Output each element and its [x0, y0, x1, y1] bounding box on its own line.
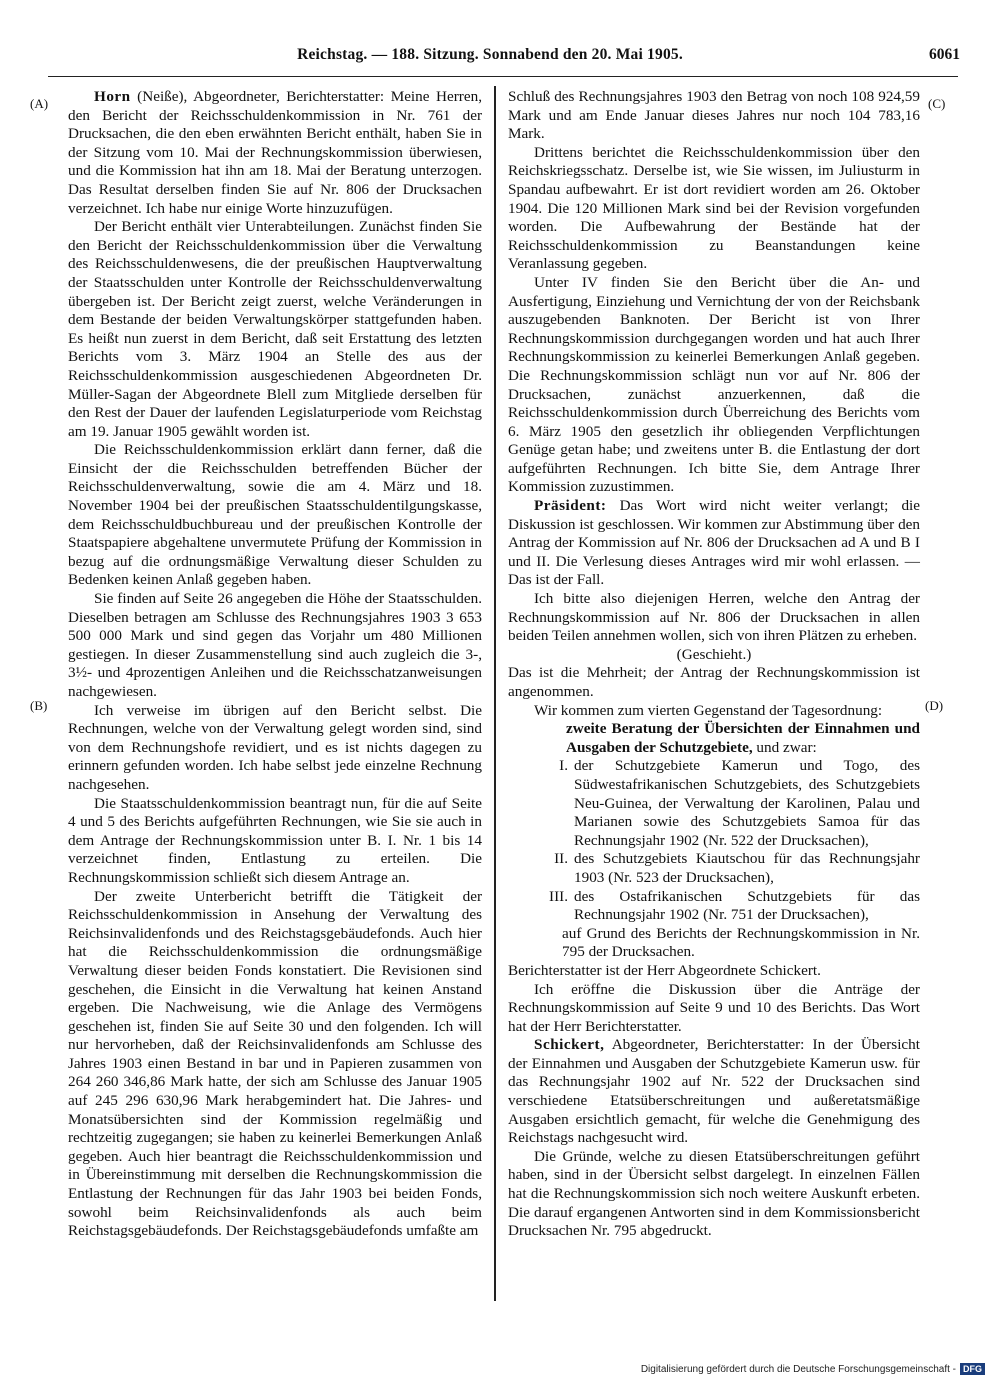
list-item — [508, 850, 920, 887]
page-number: 6061 — [929, 46, 960, 63]
margin-mark-b: (B) — [30, 698, 48, 713]
speaker-name: Horn — [94, 88, 131, 105]
agenda-basis: auf Grund des Berichts der Rechnungskommission in Nr. 795 der Drucksachen. — [562, 924, 920, 961]
list-item-number: III. — [549, 887, 568, 905]
margin-mark-d: (D) — [925, 698, 944, 713]
paragraph: Die Reichsschuldenkommission erklärt dann ferner, daß die Einsicht der die Reichsschulden betreffenden Bücher der Reichsschuldenverwaltung, sowie die am 4. März und 18. November 1904 bei der preußischen Staatsschuldentilgungskasse, dem Reichsschuldbuchbureau und der preußischen Kontrolle der Staatspapiere abgehaltene unvermutete Prüfung der Kommission in bezug auf die ordnungsmäßige Verwaltung dieser Schulden zu Bedenken keinen Anlaß gegeben haben. — [68, 441, 482, 589]
list-item-number: II. — [554, 850, 568, 868]
footer-credit-text: Digitalisierung gefördert durch die Deutsche Forschungsgemeinschaft - — [640, 1363, 956, 1375]
list-item-number: I. — [559, 757, 568, 775]
paragraph: Sie finden auf Seite 26 angegeben die Höhe der Staatsschulden. Dieselben betragen am Schlusse des Rechnungsjahres 1903 3 653 500 000 Mark und sind gegen das Vorjahr um 480 Millionen gestiegen. In dieser Zusammenstellung sind auch zugleich die 3-, 3½- und 4prozentigen Anleihen und die Reichsschatzanweisungen nachgewiesen. — [68, 590, 482, 700]
margin-mark-c: (C) — [928, 96, 946, 111]
paragraph: Die Staatsschuldenkommission beantragt nun, für die auf Seite 4 und 5 des Berichts aufgeführten Rechnungen, wie Sie sie auch in dem Antrage der Rechnungskommission unter B. I. Nr. 1 bis 14 verzeichnet finden, Entlastung zu erteilen. Die Rechnungskommission schließt sich diesem Antrage an. — [68, 794, 482, 886]
speaker-name: Schickert, — [534, 1036, 605, 1054]
paragraph: Ich verweise im übrigen auf den Bericht selbst. Die Rechnungen, welche von der Verwaltung gelegt worden sind, sind von dem Rechnungshofe revidiert, und es ist nichts dagegen zu erinnern gefunden worden. Ich habe selbst jede einzelne Rechnung nachgesehen. — [68, 701, 482, 793]
speaker-name: Präsident: — [534, 497, 607, 515]
agenda-sublist — [508, 757, 920, 924]
agenda-item-title: zweite Beratung der Übersichten der Einnahmen und Ausgaben der Schutzgebiete, und zwar: — [566, 720, 920, 756]
paragraph: Unter IV finden Sie den Bericht über die An- und Ausfertigung, Einziehung und Vernichtung der von der Reichsbank auszugebenden Banknoten. Der Bericht ist von Ihrer Rechnungskommission durchgegangen worden und hat auch Ihrer Rechnungskommission zu keinerlei Bemerkungen Anlaß gegeben. Die Rechnungskommission schlägt nun vor auf Nr. 806 der Drucksachen, zunächst anzuerkennen, daß die Reichsschuldenkommission durch Überreichung des Berichts vom 6. März 1905 den gesetzlich ihr obliegenden Verpflichtungen Genüge getan habe; und zweitens unter B. die Entlastung der dort aufgeführten Rechnungen. Ich bitte Sie, dem Antrage Ihrer Kommission zuzustimmen. — [508, 273, 920, 496]
list-item-text: des Ostafrikanischen Schutzgebiets für das Rechnungsjahr 1902 (Nr. 751 der Drucksachen), — [574, 887, 920, 924]
right-column — [508, 88, 920, 1241]
left-column — [68, 88, 482, 1241]
paragraph: Horn (Neiße), Abgeordneter, Berichterstatter: Meine Herren, den Bericht der Reichsschuldenkommission in Nr. 761 der Drucksachen, die den eben erwähnten Bericht enthält, haben Sie in der Sitzung vom 10. Mai der Rechnungskommission überwiesen, und die Kommission hat ihn am 18. Mai der Beratung unterzogen. Das Resultat derselben finden Sie auf Nr. 806 der Drucksachen verzeichnet. Ich habe nur einige Worte hinzuzufügen. — [68, 88, 482, 217]
list-item — [508, 757, 920, 850]
list-item — [508, 888, 920, 925]
header-rule — [48, 76, 958, 77]
paragraph: Schluß des Rechnungsjahres 1903 den Betrag von noch 108 924,59 Mark und am Ende Januar dieses Jahres nur noch 104 783,16 Mark. — [508, 88, 920, 143]
dfg-logo-icon: DFG — [960, 1363, 985, 1375]
margin-mark-a: (A) — [30, 96, 49, 111]
paragraph: Präsident: Das Wort wird nicht weiter verlangt; die Diskussion ist geschlossen. Wir kommen zur Abstimmung über den Antrag der Kommission auf Nr. 806 der Drucksachen ad A und B I und II. Die Verlesung dieses Antrages wird mir wohl erlassen. — Das ist der Fall. — [508, 497, 920, 589]
running-header: Reichstag. — 188. Sitzung. Sonnabend den 20. Mai 1905. — [297, 46, 683, 63]
paragraph: Das ist die Mehrheit; der Antrag der Rechnungskommission ist angenommen. — [508, 664, 920, 700]
paragraph: Berichterstatter ist der Herr Abgeordnete Schickert. — [508, 961, 821, 979]
paragraph: Der Bericht enthält vier Unterabteilungen. Zunächst finden Sie den Bericht der Reichsschuldenkommission über die Verwaltung des Reichsschuldenwesens, die der preußischen Hauptverwaltung der Staatsschulden unter Kontrolle der Reichsschuldenverwaltung übergeben ist. Der Bericht zeigt zuerst, welche Veränderungen in dem Bestande der beiden Verwaltungskörper stattgefunden haben. Es heißt nun zuerst in dem Bericht, daß seit Erstattung des letzten Berichts vom 3. März 1904 an Stelle des aus der Reichsschuldenkommission ausgeschiedenen Abgeordneten Dr. Müller-Sagan der Abgeordnete Blell zum Mitgliede derselben für den Rest der Dauer der laufenden Legislaturperiode vom Reichstag am 19. Januar 1905 gewählt worden ist. — [68, 218, 482, 440]
column-divider — [494, 86, 496, 1301]
list-item-text: der Schutzgebiete Kamerun und Togo, des Südwestafrikanischen Schutzgebiets, des Schutzgebiets Neu-Guinea, der Verwaltung der Karolinen, Palau und Marianen sowie des Schutzgebiets Samoa für das Rechnungsjahr 1902 (Nr. 522 der Drucksachen), — [574, 757, 920, 849]
stage-direction: (Geschieht.) — [676, 645, 752, 663]
paragraph: Der zweite Unterbericht betrifft die Tätigkeit der Reichsschuldenkommission in Ansehung der Verwaltung des Reichsinvalidenfonds und des Reichstagsgebäudefonds. Auch hier hat die Reichsschuldenkommission die ordnungsmäßige Verwaltung dieser beiden Fonds konstatiert. Die Revisionen sind geschehen, die Einsicht in die Verwaltung hat keinen Anstand ergeben. Die Nachweisung, wie die Anlage des Vermögens geschehen ist, finden Sie auf Seite 30 und den folgenden. Ich will nur hervorheben, daß der Reichsinvalidenfonds am Schlusse des Jahres 1903 einen Bestand in bar und in Papieren zusammen von 264 260 346,86 Mark hatte, der sich am Schlusse des Januar 1905 auf 245 296 630,96 Mark herabgemindert hat. Die Jahres- und Monatsübersichten sind der Kommission regelmäßig und rechtzeitig zugegangen; sie haben zu keinerlei Bemerkungen Anlaß gegeben. Auch hier beantragt die Reichsschuldenkommission und in Übereinstimmung mit derselben die Rechnungskommission die Entlastung der Rechnungen für das Jahr 1903 bei beiden Fonds, sowohl beim Reichsinvalidenfonds als auch beim Reichstagsgebäudefonds. Der Reichstagsgebäudefonds umfaßte am — [68, 887, 482, 1240]
paragraph: Wir kommen zum vierten Gegenstand der Tagesordnung: — [534, 701, 883, 719]
paragraph: Ich eröffne die Diskussion über die Anträge der Rechnungskommission auf Seite 9 und 10 des Berichts. Das Wort hat der Herr Berichterstatter. — [508, 980, 920, 1035]
paragraph: Ich bitte also diejenigen Herren, welche den Antrag der Rechnungskommission auf Nr. 806 der Drucksachen in allen beiden Teilen annehmen wollen, sich von ihren Plätzen zu erheben. — [508, 590, 920, 645]
footer-credit — [585, 1363, 985, 1375]
paragraph: Die Gründe, welche zu diesen Etatsüberschreitungen geführt haben, sind in der Übersicht selbst dargelegt. In einzelnen Fällen hat die Rechnungskommission sich noch weitere Auskunft erbeten. Die darauf ergangenen Antworten sind in dem Kommissionsbericht Drucksachen Nr. 795 abgedruckt. — [508, 1147, 920, 1240]
paragraph: Schickert, Abgeordneter, Berichterstatter: In der Übersicht der Einnahmen und Ausgaben der Schutzgebiete Kamerun usw. für das Rechnungsjahr 1902 auf Nr. 522 der Drucksachen sind verschiedene Etatsüberschreitungen und außeretatsmäßige Ausgaben ersichtlich gemacht, für welche die Genehmigung des Reichstags nachgesucht wird. — [508, 1036, 920, 1147]
paragraph: Drittens berichtet die Reichsschuldenkommission über den Reichskriegsschatz. Derselbe ist, wie Sie wissen, im Juliusturm in Spandau aufbewahrt. Er ist dort revidiert worden am 26. Oktober 1904. Die 120 Millionen Mark sind bei der Revision vorgefunden worden. Die Aufbewahrung der Bestände hat der Reichsschuldenkommission zu Beanstandungen keine Veranlassung gegeben. — [508, 143, 920, 273]
list-item-text: des Schutzgebiets Kiautschou für das Rechnungsjahr 1903 (Nr. 523 der Drucksachen), — [574, 850, 920, 886]
